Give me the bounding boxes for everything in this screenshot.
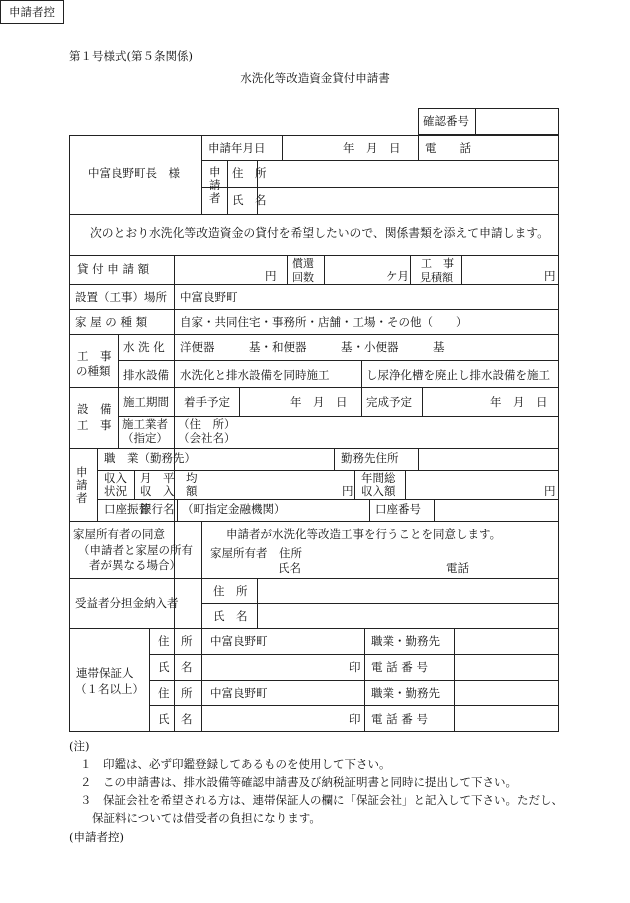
house-type-options: 自家・共同住宅・事務所・店舗・工場・その他（ ） bbox=[180, 315, 468, 329]
start-label: 着手予定 bbox=[184, 395, 230, 409]
repay-label-1: 償還 bbox=[292, 257, 314, 270]
payer-label: 受益者分担金納入者 bbox=[75, 596, 179, 610]
application-statement: 次のとおり水洗化等改造資金の貸付を希望したいので、関係書類を添えて申請します。 bbox=[90, 226, 549, 240]
owner-consent-label-1: 家屋所有者の同意 bbox=[73, 527, 165, 541]
note-3b: 保証料については借受者の負担になります。 bbox=[92, 811, 321, 825]
facility-label-2: 工 事 bbox=[77, 418, 112, 432]
guarantor-1-phone-label: 電 話 番 号 bbox=[371, 660, 428, 674]
guarantor-2-job-label: 職業・勤務先 bbox=[371, 686, 440, 700]
facility-label-1: 設 備 bbox=[77, 402, 112, 416]
job-label: 職 業（勤務先） bbox=[104, 451, 196, 465]
owner-name-label: 氏名 bbox=[278, 561, 301, 575]
address-label: 住 所 bbox=[232, 166, 267, 180]
monthly-income-label-2: 収 入 額 bbox=[140, 484, 198, 498]
owner-consent-label-2: （申請者と家屋の所有 bbox=[78, 543, 193, 557]
repay-months: ケ月 bbox=[386, 269, 409, 283]
transfer-label: 口座振替 bbox=[104, 502, 150, 516]
note-2: ２ この申請書は、排水設備等確認申請書及び納税証明書と同時に提出して下さい。 bbox=[80, 775, 517, 789]
contractor-label-1: 施工業者 bbox=[122, 417, 168, 431]
guarantor-1-seal: 印 bbox=[349, 660, 361, 674]
guarantor-1-address-label: 住 所 bbox=[158, 634, 193, 648]
payer-address-label: 住 所 bbox=[213, 584, 248, 598]
loan-yen: 円 bbox=[265, 269, 277, 283]
work-type-label-1: 工 事 bbox=[77, 349, 112, 363]
owner-consent-label-3: 者が異なる場合） bbox=[89, 558, 181, 572]
addressee: 中富良野町長 様 bbox=[88, 166, 180, 180]
applicant-block-vertical: 申請者 bbox=[76, 465, 88, 505]
start-date-field[interactable]: 年 月 日 bbox=[290, 395, 348, 409]
guarantor-2-address-value: 中富良野町 bbox=[210, 686, 268, 700]
guarantor-2-address-label: 住 所 bbox=[158, 686, 193, 700]
copy-label-box: 申請者控 bbox=[0, 0, 64, 24]
drain-option-simultaneous: 水洗化と排水設備を同時施工 bbox=[180, 368, 330, 382]
footer-copy-label: (申請者控) bbox=[69, 830, 124, 844]
income-label-1: 収入 bbox=[104, 471, 127, 485]
guarantor-1-job-label: 職業・勤務先 bbox=[371, 634, 440, 648]
applicant-vertical-label: 申請者 bbox=[209, 165, 221, 205]
estimate-label-2: 見積額 bbox=[420, 271, 453, 284]
guarantor-1-address-value: 中富良野町 bbox=[210, 634, 268, 648]
phone-label: 電 話 bbox=[425, 141, 471, 155]
account-number-label: 口座番号 bbox=[375, 502, 421, 516]
annual-income-yen: 円 bbox=[544, 484, 556, 498]
guarantor-label-1: 連帯保証人 bbox=[76, 666, 134, 680]
work-type-label-2: の種類 bbox=[76, 364, 111, 378]
house-type-label: 家 屋 の 種 類 bbox=[75, 315, 148, 329]
end-label: 完成予定 bbox=[366, 395, 412, 409]
workplace-address-label: 勤務先住所 bbox=[341, 451, 399, 465]
estimate-yen: 円 bbox=[544, 269, 556, 283]
bank-value: （町指定金融機関） bbox=[182, 502, 286, 516]
monthly-income-label-1: 月 平 均 bbox=[140, 471, 198, 485]
site-value: 中富良野町 bbox=[180, 290, 238, 304]
flush-value: 洋便器 基・和便器 基・小便器 基 bbox=[180, 340, 445, 354]
flush-label: 水 洗 化 bbox=[123, 340, 165, 354]
repay-label-2: 回数 bbox=[292, 271, 314, 284]
note-1: １ 印鑑は、必ず印鑑登録してあるものを使用して下さい。 bbox=[80, 757, 391, 771]
notes-heading: (注) bbox=[69, 739, 90, 753]
guarantor-1-name-label: 氏 名 bbox=[158, 660, 193, 674]
owner-phone-label: 電話 bbox=[446, 561, 469, 575]
apply-date-label: 申請年月日 bbox=[208, 141, 266, 155]
guarantor-label-2: （１名以上） bbox=[75, 682, 144, 696]
note-3a: ３ 保証会社を希望される方は、連帯保証人の欄に「保証会社」と記入して下さい。ただし、 bbox=[80, 793, 563, 807]
contractor-company: （会社名） bbox=[178, 431, 236, 445]
end-date-field[interactable]: 年 月 日 bbox=[490, 395, 548, 409]
period-label: 施工期間 bbox=[123, 395, 169, 409]
apply-date-field[interactable]: 年 月 日 bbox=[343, 141, 401, 155]
drain-option-septic: し尿浄化槽を廃止し排水設備を施工 bbox=[366, 368, 550, 382]
guarantor-2-seal: 印 bbox=[349, 712, 361, 726]
confirm-number-field[interactable] bbox=[480, 116, 555, 130]
name-label: 氏 名 bbox=[232, 193, 267, 207]
payer-name-label: 氏 名 bbox=[213, 609, 248, 623]
annual-income-label-1: 年間総 bbox=[361, 471, 396, 485]
loan-amount-label: 貸 付 申 請 額 bbox=[77, 262, 150, 276]
contractor-label-2: （指定） bbox=[122, 431, 168, 445]
form-number: 第１号様式(第５条関係) bbox=[69, 49, 193, 63]
annual-income-label-2: 収入額 bbox=[361, 484, 396, 498]
owner-address-label: 家屋所有者 住所 bbox=[210, 546, 302, 560]
consent-statement: 申請者が水洗化等改造工事を行うことを同意します。 bbox=[226, 527, 502, 541]
contractor-address: （住 所） bbox=[178, 417, 236, 431]
guarantor-2-name-label: 氏 名 bbox=[158, 712, 193, 726]
drain-label: 排水設備 bbox=[123, 368, 169, 382]
bank-label: 銀行名 bbox=[140, 502, 175, 516]
confirm-number-label: 確認番号 bbox=[423, 114, 469, 128]
site-label: 設置（工事）場所 bbox=[75, 290, 167, 304]
income-label-2: 状況 bbox=[104, 484, 127, 498]
guarantor-2-phone-label: 電 話 番 号 bbox=[371, 712, 428, 726]
form-title: 水洗化等改造資金貸付申請書 bbox=[240, 71, 390, 85]
monthly-income-yen: 円 bbox=[342, 484, 354, 498]
estimate-label-1: 工 事 bbox=[421, 257, 454, 270]
